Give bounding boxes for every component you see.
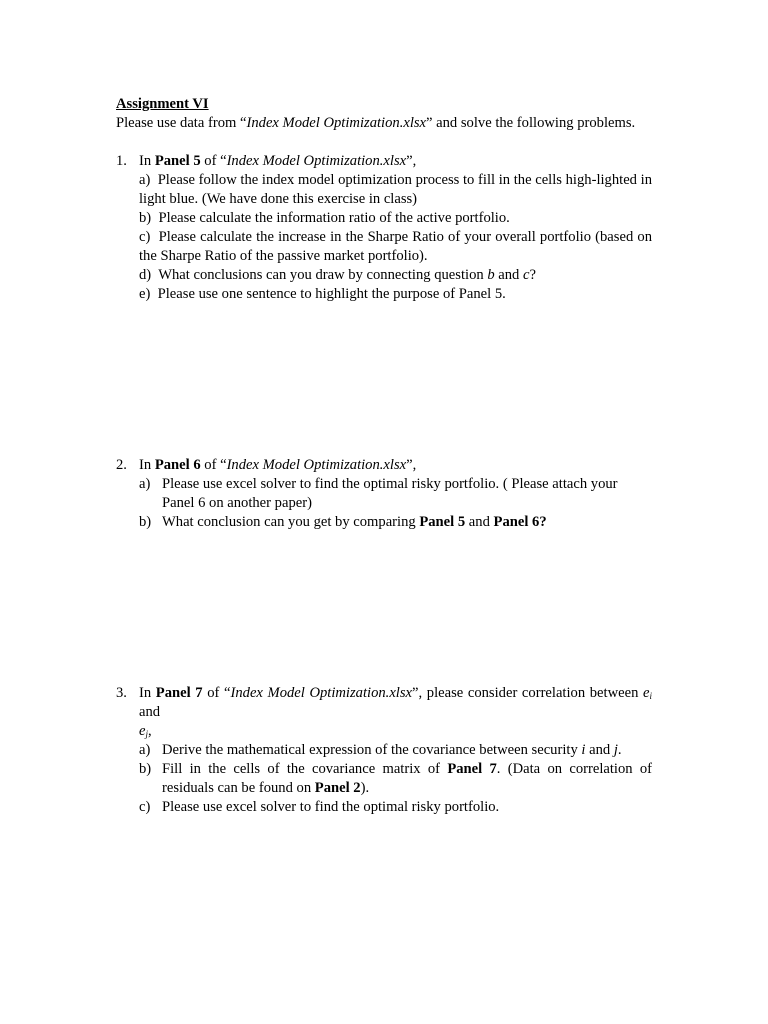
question-1-item-c: c) Please calculate the increase in the Sharpe Ratio of your overall portfolio (based on the Sharpe Ratio of the passive market portfolio). [139, 229, 652, 264]
question-3 [116, 684, 652, 817]
question-3-heading: 3. In Panel 7 of “Index Model Optimization.xlsx”, please consider correlation between $e_i$ and $e_j$, [116, 685, 653, 739]
file-name: Index Model Optimization.xlsx [226, 457, 407, 473]
assignment-title: Assignment VI [116, 96, 209, 112]
panel-ref: Panel 5 [154, 153, 201, 169]
intro-line: Please use data from “Index Model Optimization.xlsx” and solve the following problems. [116, 115, 636, 131]
question-2-item-b: b) What conclusion can you get by comparing Panel 5 and Panel 6? [139, 514, 547, 530]
question-1-item-b: b) Please calculate the information ratio of the active portfolio. [139, 210, 510, 226]
question-2 [116, 456, 652, 532]
question-1-item-d: d) What conclusions can you draw by connecting question b and c? [139, 267, 536, 283]
question-3-item-a: a) Derive the mathematical expression of the covariance between security i and j. [139, 742, 622, 758]
question-1-item-e: e) Please use one sentence to highlight the purpose of Panel 5. [139, 286, 506, 302]
question-2-heading: 2. In Panel 6 of “Index Model Optimization.xlsx”, [116, 457, 417, 473]
question-number: 3. [116, 685, 127, 701]
file-name: Index Model Optimization.xlsx [246, 115, 427, 131]
question-number: 2. [116, 457, 127, 473]
question-2-item-a: a) Please use excel solver to find the optimal risky portfolio. ( Please attach your Panel 6 on another paper) [139, 476, 618, 511]
question-1-item-a: a) Please follow the index model optimization process to fill in the cells high-lighted in light blue. (We have done this exercise in class) [139, 172, 652, 207]
file-name: Index Model Optimization.xlsx [230, 685, 413, 701]
question-number: 1. [116, 153, 127, 169]
question-3-item-c: c) Please use excel solver to find the optimal risky portfolio. [139, 799, 500, 815]
file-name: Index Model Optimization.xlsx [226, 153, 407, 169]
question-1-heading: 1. In Panel 5 of “Index Model Optimization.xlsx”, [116, 153, 417, 169]
question-3-item-b: b) Fill in the cells of the covariance matrix of Panel 7. (Data on correlation of residuals can be found on Panel 2). [139, 761, 653, 796]
question-1 [116, 152, 652, 304]
panel-ref: Panel 6 [154, 457, 201, 473]
panel-ref: Panel 7 [155, 685, 203, 701]
